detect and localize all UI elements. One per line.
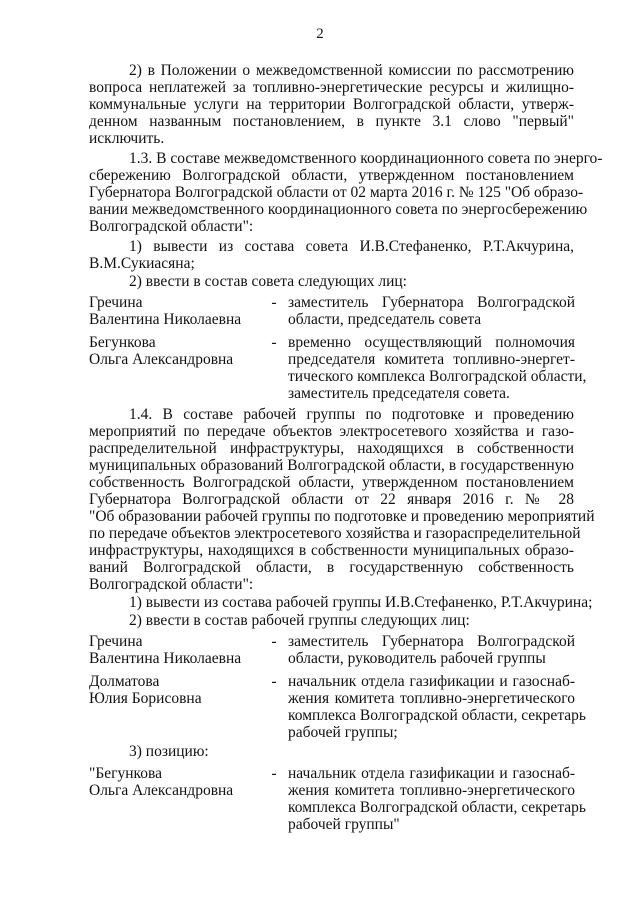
member-given-name: Валентина Николаевна	[89, 311, 242, 328]
text-line: 1) вывести из состава совета И.В.Стефаненко, Р.Т.Акчурина,	[129, 238, 574, 255]
text-line: денном названным постановлением, в пункте 3.1 слово "первый"	[89, 113, 574, 130]
paragraph-1-3	[89, 150, 603, 235]
dash: -	[271, 633, 277, 650]
member-given-name: Юлия Борисовна	[89, 690, 202, 707]
text-line: ваний Волгоградской области, в государственную собственность	[89, 559, 574, 576]
text-line: Губернатора Волгоградской области от 22 января 2016 г. № 28	[89, 491, 574, 508]
position-member-begunkova	[89, 765, 586, 833]
text-line: сбережению Волгоградской области, утвержденном постановлением	[89, 167, 574, 184]
member-role: заместитель Губернатора Волгоградской области, председатель совета	[288, 294, 575, 328]
member-surname: Гречина	[89, 294, 143, 311]
text-line: В.М.Сукиасяна;	[89, 255, 195, 272]
paragraph-1-4	[89, 406, 595, 593]
paragraph-item-2	[89, 62, 574, 147]
dash: -	[271, 673, 277, 690]
text-line: 1.3. В составе межведомственного координационного совета по энерго-	[129, 150, 603, 167]
member-surname: "Бегункова	[89, 765, 162, 782]
text-line: муниципальных образований Волгоградской области, в государственную	[89, 457, 574, 474]
member-given-name: Ольга Александровна	[89, 782, 234, 799]
group-member-dolmatova	[89, 673, 586, 741]
text-line: "Об образовании рабочей группы по подготовке и проведению мероприятий	[89, 508, 595, 525]
text-line: Волгоградской области":	[89, 576, 254, 593]
member-role: заместитель Губернатора Волгоградской области, руководитель рабочей группы	[288, 633, 575, 667]
text-line: вании межведомственного координационного совета по энергосбережению	[89, 201, 588, 218]
dash: -	[271, 294, 277, 311]
text-line: Волгоградской области":	[89, 218, 254, 235]
dash: -	[271, 334, 277, 351]
item-1-4-add: 2) ввести в состав рабочей группы следующих лиц:	[129, 612, 470, 629]
text-line: вопроса неплатежей за топливно-энергетические ресурсы и жилищно-	[89, 79, 574, 96]
text-line: собственность Волгоградской области, утвержденном постановлением	[89, 474, 574, 491]
text-line: по передаче объектов электросетевого хозяйства и газораспределительной	[89, 525, 581, 542]
council-member-begunkova	[89, 334, 587, 402]
text-line: инфраструктуры, находящихся в собственности муниципальных образо-	[89, 542, 574, 559]
council-member-grechina	[89, 294, 574, 328]
member-role: начальник отдела газификации и газоснаб- жения комитета топливно-энергетического комплекса Волгоградской области, секретарь рабочей группы"	[288, 765, 586, 833]
member-given-name: Ольга Александровна	[89, 351, 234, 368]
member-role: временно осуществляющий полномочия председателя комитета топливно-энергет- тического комплекса Волгоградской области, заместитель председателя совета.	[288, 334, 587, 402]
member-surname: Гречина	[89, 633, 143, 650]
text-line: исключить.	[89, 130, 165, 147]
member-given-name: Валентина Николаевна	[89, 650, 242, 667]
text-line: Губернатора Волгоградской области от 02 марта 2016 г. № 125 "Об образо-	[89, 184, 584, 201]
dash: -	[271, 765, 277, 782]
item-1-4-remove: 1) вывести из состава рабочей группы И.В.Стефаненко, Р.Т.Акчурина;	[129, 594, 593, 611]
member-surname: Бегункова	[89, 334, 156, 351]
text-line: коммунальные услуги на территории Волгоградской области, утверж-	[89, 96, 574, 113]
member-role: начальник отдела газификации и газоснаб- жения комитета топливно-энергетического комплекса Волгоградской области, секретарь рабочей группы;	[288, 673, 586, 741]
text-line: мероприятий по передаче объектов электросетевого хозяйства и газо-	[89, 423, 574, 440]
member-surname: Долматова	[89, 673, 160, 690]
item-1-4-position: 3) позицию:	[129, 743, 209, 760]
item-1-3-remove	[89, 238, 574, 272]
text-line: 2) в Положении о межведомственной комиссии по рассмотрению	[129, 62, 574, 79]
group-member-grechina	[89, 633, 574, 667]
page-number: 2	[316, 26, 324, 42]
text-line: распределительной инфраструктуры, находящихся в собственности	[89, 440, 574, 457]
text-line: 1.4. В составе рабочей группы по подготовке и проведению	[129, 406, 574, 423]
item-1-3-add: 2) ввести в состав совета следующих лиц:	[129, 273, 407, 290]
